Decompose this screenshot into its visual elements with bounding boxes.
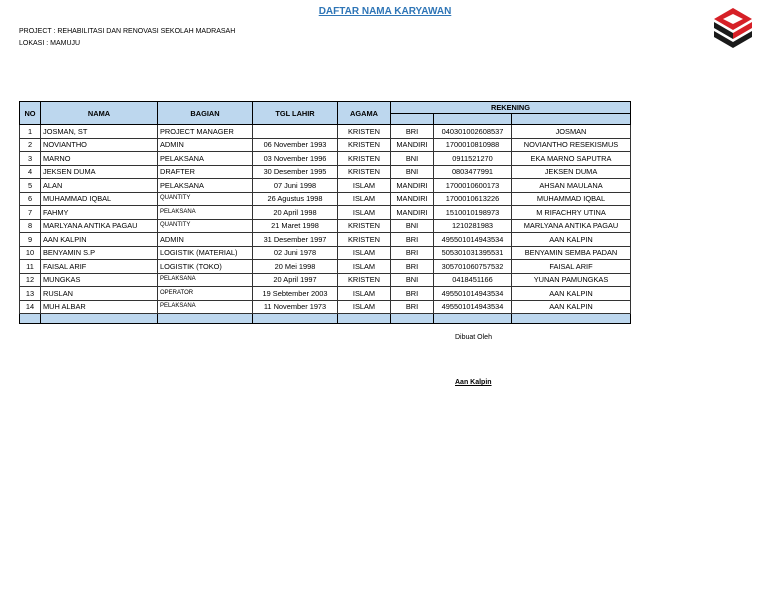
col-header-bagian: BAGIAN xyxy=(158,102,253,125)
religion-cell: KRISTEN xyxy=(338,125,391,139)
religion-cell: ISLAM xyxy=(338,246,391,260)
row-no-cell: 13 xyxy=(20,287,41,301)
bank-cell: BRI xyxy=(391,300,434,314)
religion-cell: ISLAM xyxy=(338,206,391,220)
birth-date-cell: 31 Desember 1997 xyxy=(253,233,338,247)
religion-cell: KRISTEN xyxy=(338,165,391,179)
employee-name-cell: JOSMAN, ST xyxy=(41,125,158,139)
account-number-cell: 0911521270 xyxy=(434,152,512,166)
table-row xyxy=(20,206,631,220)
project-line: PROJECT : REHABILITASI DAN RENOVASI SEKOLAH MADRASAH xyxy=(19,28,236,35)
department-cell: PELAKSANA xyxy=(158,206,253,220)
employee-name-cell: MARLYANA ANTIKA PAGAU xyxy=(41,219,158,233)
table-row xyxy=(20,219,631,233)
bank-cell: BRI xyxy=(391,233,434,247)
birth-date-cell: 20 April 1997 xyxy=(253,273,338,287)
religion-cell: KRISTEN xyxy=(338,233,391,247)
account-number-cell: 040301002608537 xyxy=(434,125,512,139)
table-row xyxy=(20,179,631,193)
location-line: LOKASI : MAMUJU xyxy=(19,40,81,47)
row-no-cell: 4 xyxy=(20,165,41,179)
employee-name-cell: FAISAL ARIF xyxy=(41,260,158,274)
table-row xyxy=(20,165,631,179)
bank-cell: BRI xyxy=(391,260,434,274)
row-no-cell: 1 xyxy=(20,125,41,139)
account-number-cell: 1700010613226 xyxy=(434,192,512,206)
employee-name-cell: JEKSEN DUMA xyxy=(41,165,158,179)
row-no-cell: 12 xyxy=(20,273,41,287)
department-cell: PELAKSANA xyxy=(158,300,253,314)
birth-date-cell xyxy=(253,125,338,139)
col-header-no: NO xyxy=(20,102,41,125)
employee-name-cell: AAN KALPIN xyxy=(41,233,158,247)
employee-name-cell: RUSLAN xyxy=(41,287,158,301)
employee-name-cell: NOVIANTHO xyxy=(41,138,158,152)
table-row xyxy=(20,152,631,166)
account-holder-cell: AAN KALPIN xyxy=(512,233,631,247)
signatory-name: Aan Kalpin xyxy=(455,379,492,386)
department-cell: ADMIN xyxy=(158,233,253,247)
account-number-cell: 505301031395531 xyxy=(434,246,512,260)
department-cell: LOGISTIK (TOKO) xyxy=(158,260,253,274)
birth-date-cell: 20 April 1998 xyxy=(253,206,338,220)
account-number-cell: 1510010198973 xyxy=(434,206,512,220)
religion-cell: ISLAM xyxy=(338,192,391,206)
department-cell: PELAKSANA xyxy=(158,273,253,287)
employee-name-cell: MUH ALBAR xyxy=(41,300,158,314)
account-number-cell: 0418451166 xyxy=(434,273,512,287)
employee-table xyxy=(19,101,631,324)
row-no-cell: 14 xyxy=(20,300,41,314)
document-title: DAFTAR NAMA KARYAWAN xyxy=(318,6,452,17)
religion-cell: KRISTEN xyxy=(338,219,391,233)
account-holder-cell: NOVIANTHO RESEKISMUS xyxy=(512,138,631,152)
birth-date-cell: 20 Mei 1998 xyxy=(253,260,338,274)
account-holder-cell: MUHAMMAD IQBAL xyxy=(512,192,631,206)
employee-name-cell: MUHAMMAD IQBAL xyxy=(41,192,158,206)
birth-date-cell: 11 November 1973 xyxy=(253,300,338,314)
row-no-cell: 8 xyxy=(20,219,41,233)
bank-cell: BRI xyxy=(391,246,434,260)
bank-cell: MANDIRI xyxy=(391,206,434,220)
col-header-nama: NAMA xyxy=(41,102,158,125)
birth-date-cell: 19 Sebtember 2003 xyxy=(253,287,338,301)
account-holder-cell: AHSAN MAULANA xyxy=(512,179,631,193)
employee-name-cell: MUNGKAS xyxy=(41,273,158,287)
table-row xyxy=(20,192,631,206)
birth-date-cell: 03 November 1996 xyxy=(253,152,338,166)
employee-name-cell: ALAN xyxy=(41,179,158,193)
account-number-cell: 495501014943534 xyxy=(434,300,512,314)
row-no-cell: 9 xyxy=(20,233,41,247)
made-by-label: Dibuat Oleh xyxy=(455,334,492,341)
birth-date-cell: 26 Agustus 1998 xyxy=(253,192,338,206)
row-no-cell: 7 xyxy=(20,206,41,220)
department-cell: PELAKSANA xyxy=(158,179,253,193)
bank-cell: BRI xyxy=(391,125,434,139)
birth-date-cell: 07 Juni 1998 xyxy=(253,179,338,193)
row-no-cell: 3 xyxy=(20,152,41,166)
account-holder-cell: AAN KALPIN xyxy=(512,287,631,301)
row-no-cell: 5 xyxy=(20,179,41,193)
religion-cell: ISLAM xyxy=(338,179,391,193)
table-row xyxy=(20,138,631,152)
account-holder-cell: AAN KALPIN xyxy=(512,300,631,314)
account-holder-cell: FAISAL ARIF xyxy=(512,260,631,274)
account-holder-cell: EKA MARNO SAPUTRA xyxy=(512,152,631,166)
account-number-cell: 1210281983 xyxy=(434,219,512,233)
col-header-account-name xyxy=(512,114,631,125)
bank-cell: BRI xyxy=(391,287,434,301)
bank-cell: MANDIRI xyxy=(391,192,434,206)
account-holder-cell: M RIFACHRY UTINA xyxy=(512,206,631,220)
bank-cell: BNI xyxy=(391,273,434,287)
col-header-rekening: REKENING xyxy=(391,102,631,114)
account-holder-cell: MARLYANA ANTIKA PAGAU xyxy=(512,219,631,233)
col-header-agama: AGAMA xyxy=(338,102,391,125)
department-cell: ADMIN xyxy=(158,138,253,152)
table-row xyxy=(20,260,631,274)
department-cell: QUANTITY xyxy=(158,219,253,233)
bank-cell: BNI xyxy=(391,165,434,179)
table-row xyxy=(20,233,631,247)
table-footer-row xyxy=(20,314,631,324)
religion-cell: ISLAM xyxy=(338,260,391,274)
birth-date-cell: 02 Juni 1978 xyxy=(253,246,338,260)
account-holder-cell: JEKSEN DUMA xyxy=(512,165,631,179)
table-row xyxy=(20,287,631,301)
table-row xyxy=(20,246,631,260)
account-holder-cell: YUNAN PAMUNGKAS xyxy=(512,273,631,287)
religion-cell: ISLAM xyxy=(338,300,391,314)
account-number-cell: 1700010810988 xyxy=(434,138,512,152)
department-cell: QUANTITY xyxy=(158,192,253,206)
row-no-cell: 11 xyxy=(20,260,41,274)
table-row xyxy=(20,300,631,314)
table-row xyxy=(20,125,631,139)
bank-cell: BNI xyxy=(391,152,434,166)
birth-date-cell: 06 November 1993 xyxy=(253,138,338,152)
religion-cell: KRISTEN xyxy=(338,138,391,152)
row-no-cell: 6 xyxy=(20,192,41,206)
col-header-tgl-lahir: TGL LAHIR xyxy=(253,102,338,125)
row-no-cell: 2 xyxy=(20,138,41,152)
department-cell: PROJECT MANAGER xyxy=(158,125,253,139)
account-number-cell: 0803477991 xyxy=(434,165,512,179)
birth-date-cell: 21 Maret 1998 xyxy=(253,219,338,233)
religion-cell: KRISTEN xyxy=(338,152,391,166)
account-number-cell: 495501014943534 xyxy=(434,287,512,301)
bank-cell: MANDIRI xyxy=(391,179,434,193)
account-number-cell: 1700010600173 xyxy=(434,179,512,193)
department-cell: OPERATOR xyxy=(158,287,253,301)
employee-name-cell: FAHMY xyxy=(41,206,158,220)
employee-name-cell: BENYAMIN S.P xyxy=(41,246,158,260)
account-number-cell: 305701060757532 xyxy=(434,260,512,274)
employee-name-cell: MARNO xyxy=(41,152,158,166)
religion-cell: KRISTEN xyxy=(338,273,391,287)
company-logo-icon xyxy=(711,6,755,50)
col-header-account-number xyxy=(434,114,512,125)
birth-date-cell: 30 Desember 1995 xyxy=(253,165,338,179)
bank-cell: MANDIRI xyxy=(391,138,434,152)
bank-cell: BNI xyxy=(391,219,434,233)
col-header-bank xyxy=(391,114,434,125)
religion-cell: ISLAM xyxy=(338,287,391,301)
employee-table-body xyxy=(20,125,631,314)
table-row xyxy=(20,273,631,287)
department-cell: LOGISTIK (MATERIAL) xyxy=(158,246,253,260)
department-cell: PELAKSANA xyxy=(158,152,253,166)
account-number-cell: 495501014943534 xyxy=(434,233,512,247)
row-no-cell: 10 xyxy=(20,246,41,260)
account-holder-cell: BENYAMIN SEMBA PADAN xyxy=(512,246,631,260)
account-holder-cell: JOSMAN xyxy=(512,125,631,139)
department-cell: DRAFTER xyxy=(158,165,253,179)
